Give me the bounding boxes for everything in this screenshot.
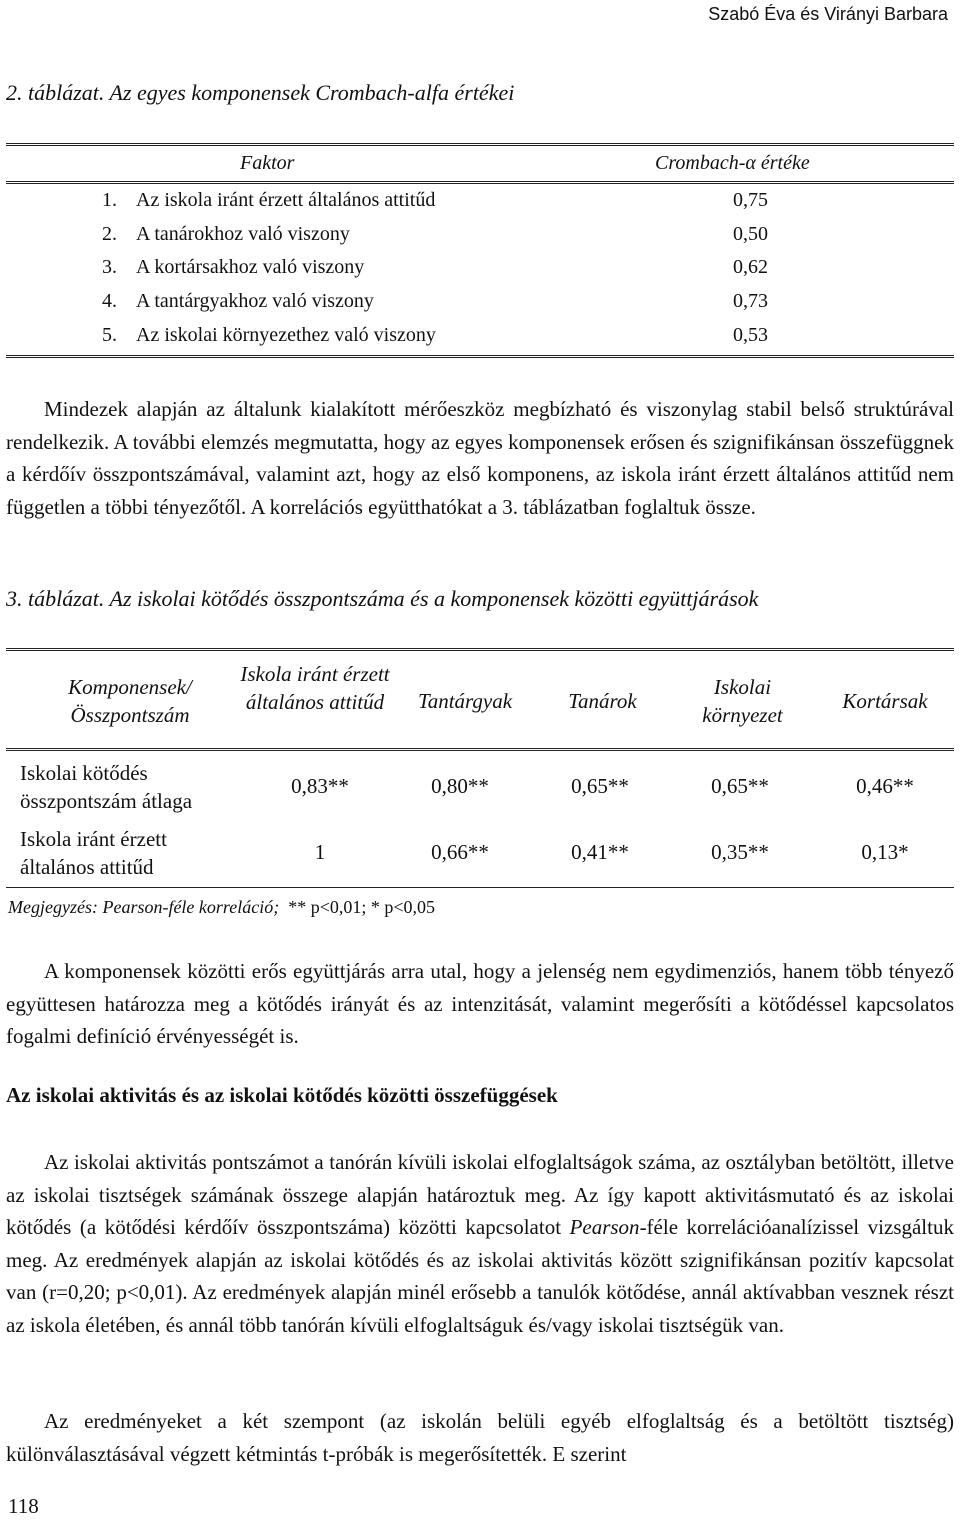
- table3-row-label: Iskolai kötődés összpontszám átlaga: [20, 761, 193, 813]
- running-header: Szabó Éva és Virányi Barbara: [708, 4, 948, 24]
- body-paragraph: [6, 393, 954, 523]
- row-number: 5.: [102, 324, 117, 346]
- body-paragraph: [6, 955, 954, 1053]
- table2-top-rule: [6, 143, 954, 146]
- note-label: Megjegyzés: Pearson-féle korreláció;: [8, 897, 280, 917]
- body-paragraph: [6, 1405, 954, 1470]
- paragraph-text: Mindezek alapján az általunk kialakított mérőeszköz megbízható és viszonylag stabil belső struktúrával rendelkezik. A további elemzés megmutatta, hogy az egyes komponensek erősen és szignifikánsan összefüggnek a kérdőív összpontszámával, valamint azt, hogy az első komponens, az iskola iránt érzett általános attitűd nem független a többi tényezőtől. A korrelációs együtthatókat a 3. táblázatban foglaltuk össze.: [6, 397, 954, 519]
- table3-cell: 0,65**: [711, 774, 769, 798]
- table2-row: [6, 256, 954, 286]
- table2-row: [6, 290, 954, 320]
- table3-cell: 0,13*: [861, 840, 909, 864]
- table2-caption: 2. táblázat. Az egyes komponensek Crombach-alfa értékei: [6, 80, 515, 105]
- table2-header-alpha: Crombach-α értéke: [655, 152, 810, 174]
- table3-cell: 1: [314, 840, 326, 864]
- table3-caption-text: Az iskolai kötődés összpontszáma és a komponensek közötti együttjárások: [104, 586, 759, 611]
- row-label: A kortársakhoz való viszony: [136, 256, 365, 278]
- row-value: 0,75: [733, 189, 768, 211]
- table3-cell: 0,83**: [291, 774, 349, 798]
- table3-top-rule: [6, 648, 954, 651]
- row-label: Az iskola iránt érzett általános attitűd: [136, 189, 436, 211]
- row-label: Az iskolai környezethez való viszony: [136, 324, 436, 346]
- table3-cell: 0,80**: [431, 774, 489, 798]
- row-number: 1.: [102, 189, 117, 211]
- table3-bottom-rule: [6, 887, 954, 888]
- body-paragraph: [6, 1146, 954, 1341]
- table2-header-factor: Faktor: [240, 152, 295, 174]
- row-number: 3.: [102, 256, 117, 278]
- table3-cell: 0,66**: [431, 840, 489, 864]
- table3-header-subjects: Tantárgyak: [417, 689, 513, 713]
- row-label: A tantárgyakhoz való viszony: [136, 290, 374, 312]
- table3-header-environment: Iskolai környezet: [702, 675, 783, 727]
- row-value: 0,62: [733, 256, 768, 278]
- note-text: ** p<0,01; * p<0,05: [288, 897, 436, 917]
- table2-row: [6, 324, 954, 354]
- table3-caption-label: 3. táblázat.: [6, 586, 105, 611]
- table3-header-rule: [6, 748, 954, 751]
- table3-header-components: Komponensek/ Összpontszám: [68, 675, 192, 727]
- table2-row: [6, 189, 954, 219]
- paragraph-text: A komponensek közötti erős együttjárás arra utal, hogy a jelenség nem egydimenziós, hanem több tényező együttesen határozza meg a kötődés irányát és az intenzitását, valamint megerősíti a kötődéssel kapcsolatos fogalmi definíció érvényességét is.: [6, 959, 954, 1048]
- paragraph-text: Az iskolai aktivitás pontszámot a tanórán kívüli iskolai elfoglaltságok száma, az osztályban betöltött, illetve az iskolai tisztségek számának összege alapján határoztuk meg. Az így kapott aktivitásmutató és az iskolai kötődés (a kötődési kérdőív összpontszáma) közötti kapcsolatot: [6, 1150, 954, 1239]
- table3-cell: 0,35**: [711, 840, 769, 864]
- table3-header-attitude: Iskola iránt érzett általános attitűd: [240, 662, 390, 714]
- row-value: 0,53: [733, 324, 768, 346]
- page-number: 118: [8, 1494, 39, 1518]
- paragraph-italic: Pearson: [569, 1215, 640, 1239]
- row-value: 0,73: [733, 290, 768, 312]
- table3-cell: 0,46**: [856, 774, 914, 798]
- table3-cell: 0,41**: [571, 840, 629, 864]
- row-number: 2.: [102, 223, 117, 245]
- row-value: 0,50: [733, 223, 768, 245]
- table3-cell: 0,65**: [571, 774, 629, 798]
- row-label: A tanárokhoz való viszony: [136, 223, 350, 245]
- paragraph-text: Az eredményeket a két szempont (az iskolán belüli egyéb elfoglaltság és a betöltött tisztség) különválasztásával végzett kétmintás t-próbák is megerősítették. E szerint: [6, 1409, 954, 1466]
- table2-bottom-rule: [6, 355, 954, 358]
- table3-note: [8, 897, 435, 918]
- table3-row-label: Iskola iránt érzett általános attitűd: [20, 827, 167, 879]
- section-heading: Az iskolai aktivitás és az iskolai kötődés közötti összefüggések: [6, 1083, 558, 1107]
- paragraph-text: -féle korrelációanalízissel vizsgáltuk meg. Az eredmények alapján az iskolai kötődés és az iskolai aktivitás között szignifikánsan pozitív kapcsolat van (r=0,20; p<0,01). Az eredmények alapján minél erősebb a tanulók kötődése, annál aktívabban vesznek részt az iskola életében, és annál több tanórán kívüli elfoglaltságuk és/vagy iskolai tisztségük van.: [6, 1215, 954, 1337]
- table3-caption: [6, 586, 758, 612]
- table3-header-peers: Kortársak: [842, 689, 928, 713]
- row-number: 4.: [102, 290, 117, 312]
- table2-header-rule: [6, 181, 954, 184]
- table2-row: [6, 223, 954, 253]
- table3-header-teachers: Tanárok: [568, 689, 637, 713]
